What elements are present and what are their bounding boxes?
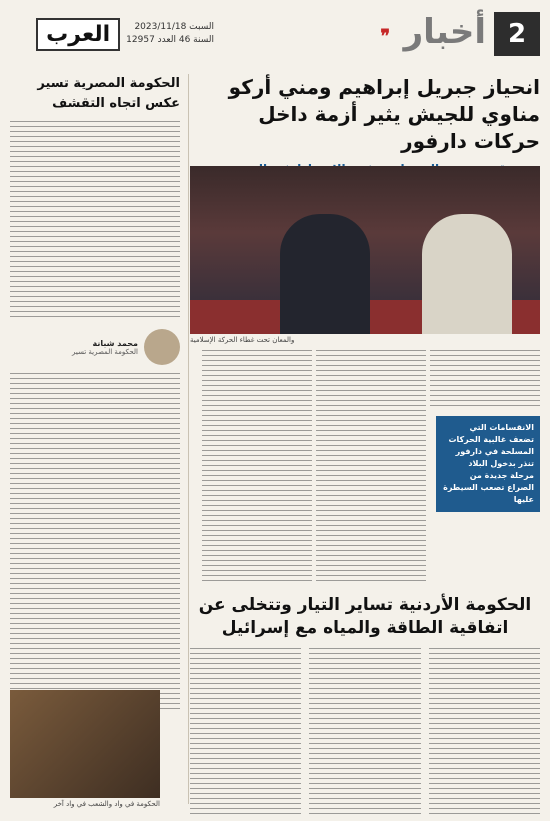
left-story <box>10 74 180 713</box>
author-role: الحكومة المصرية تسير <box>72 347 138 356</box>
main-story-text-col-1 <box>430 350 540 410</box>
second-story-col <box>309 648 420 816</box>
main-headline: انحياز جبريل إبراهيم ومني أركو مناوي للجيش يثير أزمة داخل حركات دارفور <box>228 75 540 153</box>
main-photo <box>190 166 540 334</box>
date-line: السبت 2023/11/18 <box>134 22 214 33</box>
quote-icon: ❞ <box>380 26 390 47</box>
left-photo-caption: الحكومة في واد والشعب في واد آخر <box>53 800 160 808</box>
second-headline: الحكومة الأردنية تساير التيار وتتخلى عن اتفاقية الطاقة والمياه مع إسرائيل <box>198 595 532 638</box>
main-story <box>190 74 540 178</box>
main-story-text-col-2 <box>316 350 426 582</box>
issue-line: السنة 46 العدد 12957 <box>126 35 214 45</box>
author-name: محمد شبانة <box>92 338 138 348</box>
second-story <box>190 594 540 816</box>
second-story-col <box>429 648 540 816</box>
pull-quote-box: الانقسامات التي تضعف غالبية الحركات المسلحة في دارفور تنذر بدخول البلاد مرحلة جديدة من الصراع تصعب السيطرة عليها <box>436 416 540 512</box>
masthead <box>24 12 214 56</box>
page-header <box>0 10 550 62</box>
newspaper-logo: العرب <box>36 18 120 51</box>
photo-figure-left <box>422 214 512 334</box>
main-story-text-col-3 <box>202 350 312 582</box>
second-story-text <box>190 648 540 816</box>
author-avatar <box>144 329 180 365</box>
author-card <box>10 329 180 365</box>
left-story-photo <box>10 690 160 798</box>
left-story-text-continued <box>10 373 180 713</box>
column-divider <box>188 74 189 804</box>
section-title: أخبار <box>403 12 486 52</box>
second-story-col <box>190 648 301 816</box>
issue-meta <box>126 21 214 46</box>
left-story-text <box>10 121 180 321</box>
main-photo-caption: والمعان تحت غطاء الحركة الإسلامية <box>190 336 295 344</box>
left-headline: الحكومة المصرية تسير عكس اتجاه التقشف <box>37 76 180 111</box>
page-number: 2 <box>494 12 540 56</box>
photo-figure-right <box>280 214 370 334</box>
